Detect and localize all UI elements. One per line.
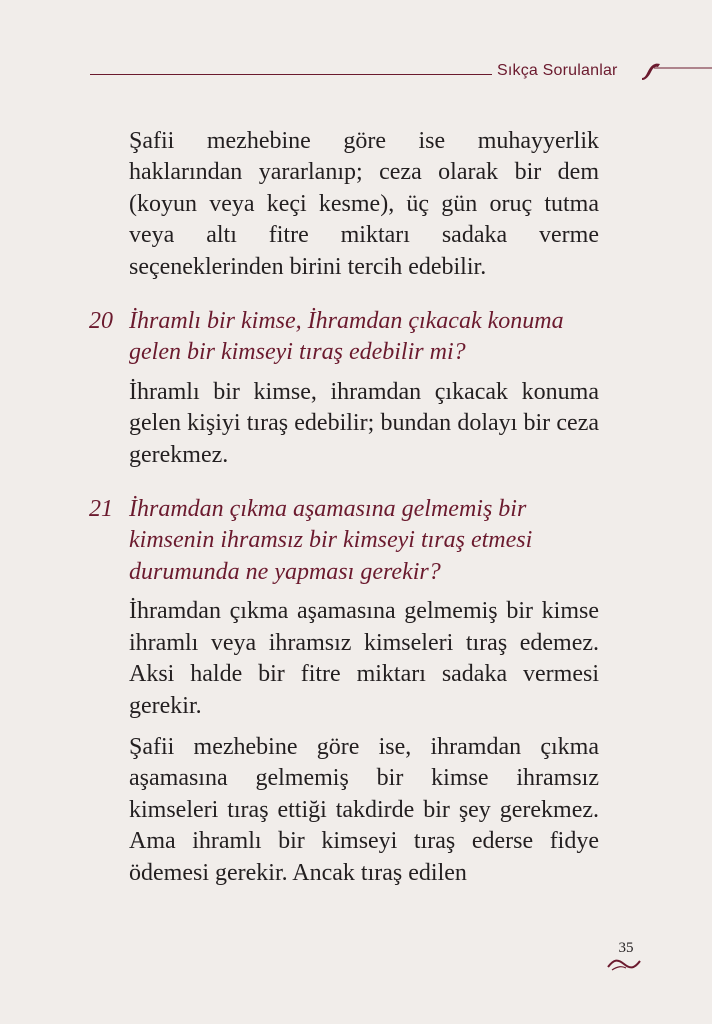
page-body <box>89 126 599 889</box>
question-number: 21 <box>89 496 113 523</box>
footer-wave-ornament <box>606 956 642 972</box>
answer-paragraph: İhramdan çıkma aşamasına gelmemiş bir kimse ihramlı veya ihramsız kimseleri tıraş edemez. Aksi halde bir fitre miktarı sadaka vermesi gerekir. <box>129 598 599 719</box>
header-rule <box>90 74 492 75</box>
answer-paragraph: Şafii mezhebine göre ise, ihramdan çıkma aşamasına gelmemiş bir kimse ihramsız kimseleri tıraş ettiği takdirde bir şey gerekmez. Ama ihramlı bir kimseyi tıraş ederse fidye ödemesi gerekir. Ancak tıraş edilen <box>129 733 599 886</box>
answer-paragraph: İhramlı bir kimse, ihramdan çıkacak konuma gelen kişiyi tıraş edebilir; bundan dolayı bir ceza gerekmez. <box>129 378 599 468</box>
question-number: 20 <box>89 308 113 335</box>
intro-paragraph: Şafii mezhebine göre ise muhayyerlik haklarından yararlanıp; ceza olarak bir dem (koyun veya keçi kesme), üç gün oruç tutma veya altı fitre miktarı sadaka verme seçeneklerinden birini tercih edebilir. <box>129 128 599 280</box>
question-text: İhramlı bir kimse, İhramdan çıkacak konuma gelen bir kimseyi tıraş edebilir mi? <box>129 308 564 366</box>
question-block <box>89 494 599 588</box>
running-header-title: Sıkça Sorulanlar <box>497 62 618 79</box>
question-text: İhramdan çıkma aşamasına gelmemiş bir kimsenin ihramsız bir kimseyi tıraş etmesi durumunda ne yapması gerekir? <box>129 496 533 585</box>
page-number: 35 <box>618 940 634 956</box>
header-swash-ornament <box>632 58 712 82</box>
question-block <box>89 306 599 369</box>
